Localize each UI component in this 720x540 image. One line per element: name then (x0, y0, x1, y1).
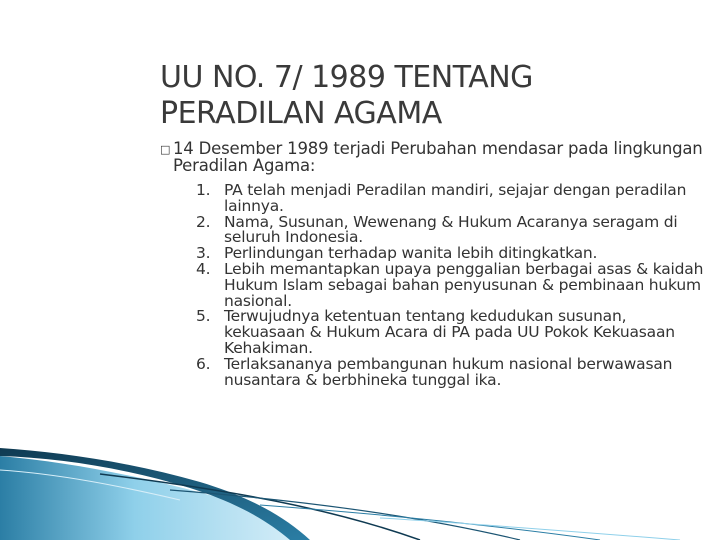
list-item (196, 259, 706, 310)
list-item-text: Lebih memantapkan upaya penggalian berbagai asas & kaidah Hukum Islam sebagai bahan penyusunan & pembinaan hukum nasional. (224, 259, 704, 310)
list-item-number: 1. (196, 181, 211, 199)
slide-title (160, 60, 680, 132)
wave-light-band (0, 456, 300, 540)
list-item-number: 3. (196, 244, 211, 263)
list-item-text: Terwujudnya ketentuan tentang kedudukan susunan, kekuasaan & Hukum Acara di PA pada UU Pokok Kekuasaan Kehakiman. (224, 307, 675, 357)
title-line-1: UU NO. 7/ 1989 TENTANG (160, 60, 533, 95)
list-item (196, 183, 706, 215)
wave-line-5 (0, 470, 180, 500)
list-item-number: 4. (196, 259, 211, 278)
list-item-number: 2. (196, 212, 211, 231)
list-item (196, 354, 706, 389)
list-item (196, 309, 706, 356)
main-bullet (160, 140, 705, 174)
wave-line-1 (100, 474, 420, 540)
list-item-number: 5. (196, 307, 211, 326)
numbered-list (196, 183, 706, 388)
wave-line-4 (380, 518, 680, 540)
list-item-text: Nama, Susunan, Wewenang & Hukum Acaranya seragam di seluruh Indonesia. (224, 212, 678, 247)
wave-line-3 (260, 505, 600, 540)
wave-dark-band (0, 448, 310, 540)
wave-line-2 (170, 490, 520, 540)
list-item-text: Terlaksananya pembangunan hukum nasional berwawasan nusantara & berbhineka tunggal ika. (224, 354, 673, 389)
square-bullet-icon: □ (160, 143, 171, 156)
list-item-text: Perlindungan terhadap wanita lebih ditingkatkan. (224, 244, 598, 263)
list-item-text: PA telah menjadi Peradilan mandiri, sejajar dengan peradilan lainnya. (224, 181, 687, 215)
bullet-text: 14 Desember 1989 terjadi Perubahan mendasar pada lingkungan Peradilan Agama: (173, 139, 703, 175)
title-line-2: PERADILAN AGAMA (160, 96, 442, 131)
list-item-number: 6. (196, 354, 211, 373)
list-item (196, 212, 706, 247)
